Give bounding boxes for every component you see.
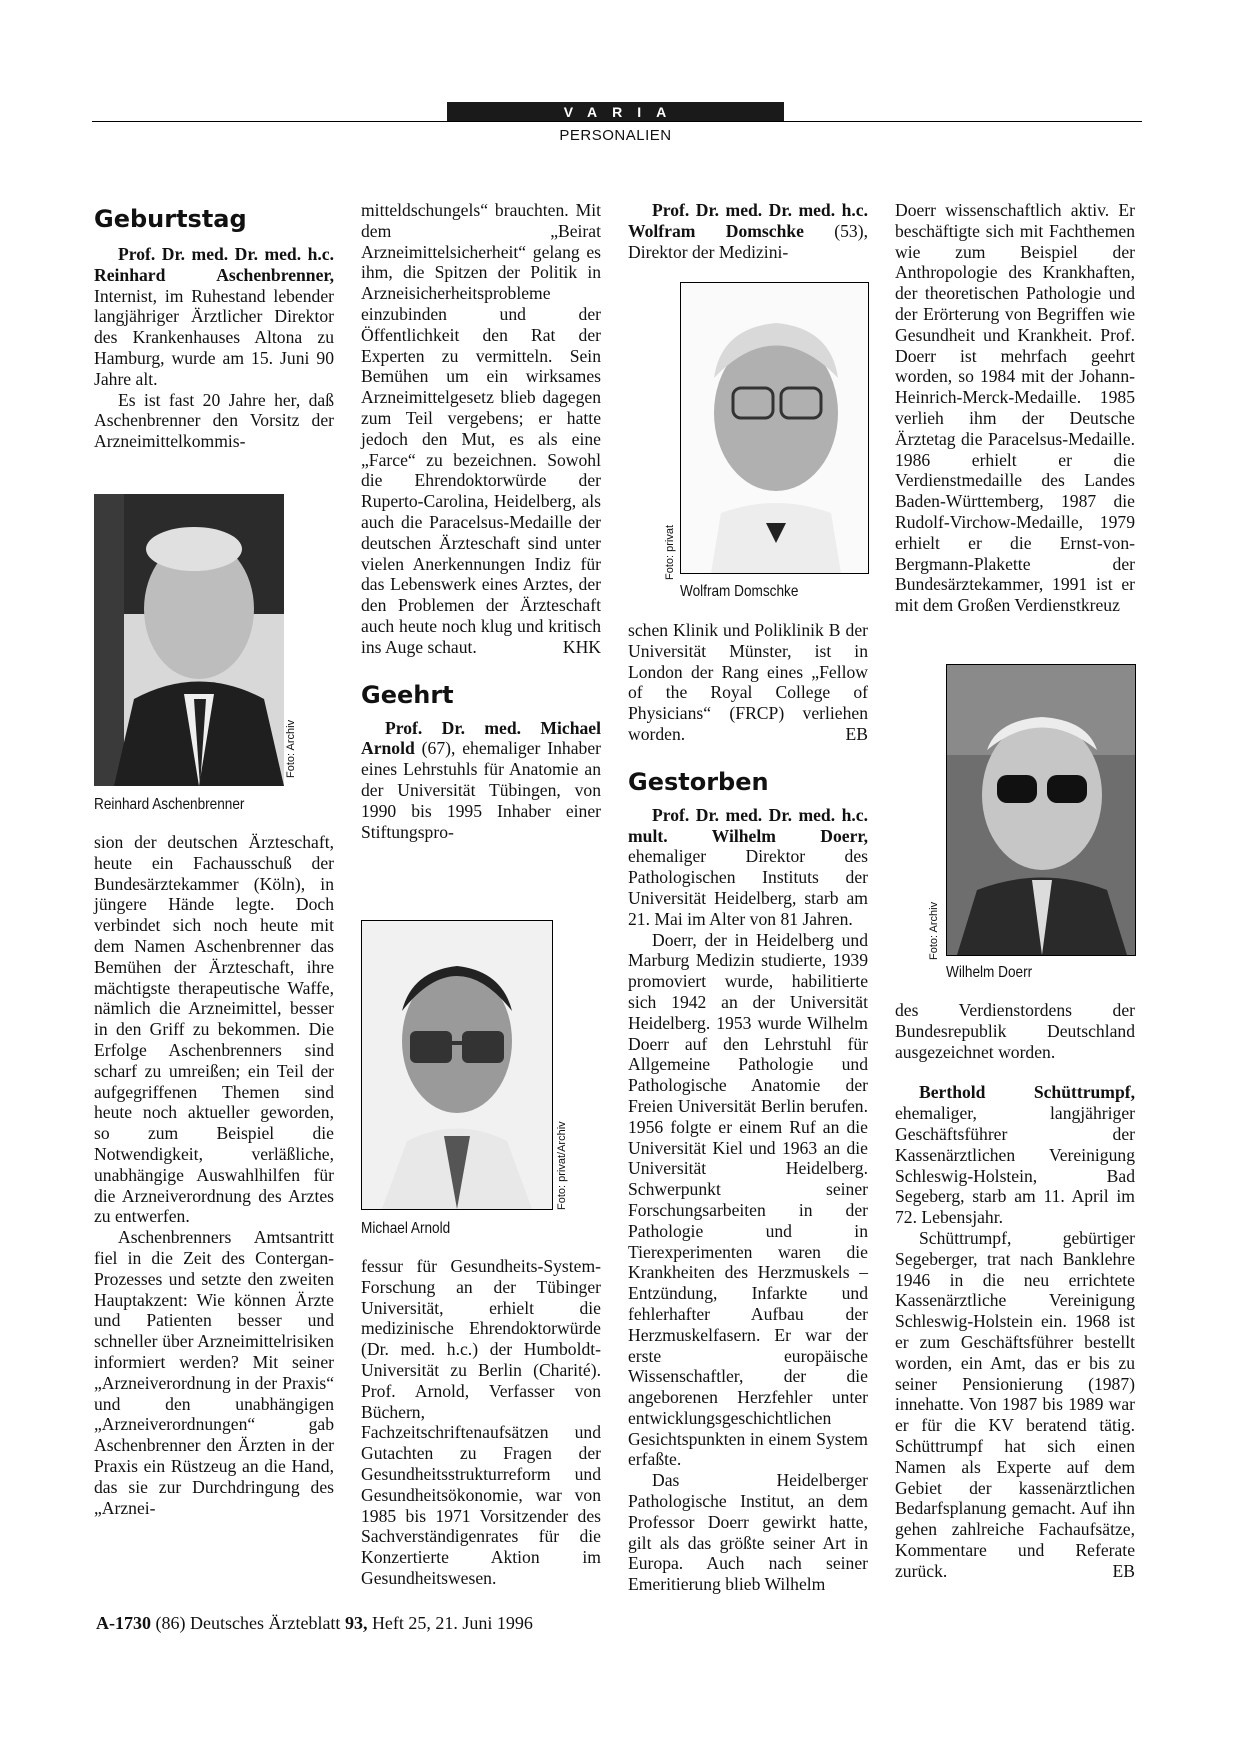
photo-domschke — [680, 282, 869, 574]
person-name: Berthold Schüttrumpf, — [919, 1082, 1135, 1103]
person-name: Prof. Dr. med. Dr. med. h.c. mult. Wilhelm Doerr, — [628, 804, 868, 846]
journal-name: (86) Deutsches Ärzteblatt — [151, 1613, 345, 1633]
photo-credit: Foto: Archiv — [285, 719, 297, 778]
issue-date: Heft 25, 21. Juni 1996 — [367, 1613, 533, 1633]
column-2 — [361, 200, 601, 842]
paragraph: Das Heidelberger Pathologische Institut, an dem Professor Doerr gewirkt hatte, gilt als das größte seiner Art in Europa. Auch nach seiner Emeritierung blieb Wilhelm — [628, 1470, 868, 1595]
column-4-continued — [895, 1000, 1135, 1582]
photo-credit: Foto: privat — [664, 524, 676, 580]
column-3 — [628, 200, 868, 262]
paragraph: mitteldschungels“ brauchten. Mit dem „Beirat Arzneimittelsicherheit“ gelang es ihm, die Spitzen der Politik in Arzneisicherheitsprobleme einzubinden und der Öffentlichkeit den Rat der Experten zu vermitteln. Sein Bemühen um ein wirksames Arzneimittelgesetz blieb dagegen zum Teil vergebens; er hatte jedoch den Mut, es als eine „Farce“ zu bezeichnen. Sowohl die Ehrendoktorwürde der Ruperto-Carolina, Heidelberg, als auch die Paracelsus-Medaille der deutschen Ärzteschaft sind unter vielen Anerkennungen Indiz für das Lebenswerk eines Arztes, der den Problemen der Ärzteschaft auch heute noch klug und kritisch ins Auge schaut. — [361, 200, 601, 657]
column-2-continued — [361, 1256, 601, 1589]
photo-credit: Foto: privat/Archiv — [556, 1121, 568, 1210]
photo-credit: Foto: Archiv — [928, 901, 940, 960]
section-label: VARIA — [447, 102, 784, 122]
portrait-image — [94, 494, 284, 786]
photo-caption: Michael Arnold — [361, 1220, 451, 1237]
person-name: Prof. Dr. med. Michael Arnold — [361, 717, 601, 759]
paragraph: Doerr, der in Heidelberg und Marburg Medizin studierte, 1939 promoviert wurde, habilitierte sich 1942 an der Universität Heidelberg. 1953 wurde Wilhelm Doerr auf den Lehrstuhl für Allgemeine Pathologie und Pathologische Anatomie der Freien Universität Berlin berufen. 1956 folgte er einem Ruf an die Universität Kiel und 1963 an die Universität Heidelberg. Schwerpunkt seiner Forschungsarbeiten in der Pathologie und in Tierexperimenten waren die Krankheiten des Herzmuskels – Entzündung, Infarkte und fehlerhafter Aufbau der Herzmuskelfasern. Er war der erste europäische Wissenschaftler, der die angeborenen Herzfehler unter entwicklungsgeschichtlichen Gesichtspunkten in einem System erfaßte. — [628, 929, 868, 1470]
paragraph: Berthold Schüttrumpf, ehemaliger, langjähriger Geschäftsführer der Kassenärztlichen Vereinigung Schleswig-Holstein, Bad Segeberg, starb am 11. April im 72. Lebensjahr. — [895, 1082, 1135, 1228]
paragraph: Prof. Dr. med. Dr. med. h.c. Reinhard Aschenbrenner, Internist, im Ruhestand lebender langjähriger Ärztlicher Direktor des Krankenhauses Altona zu Hamburg, wurde am 15. Juni 90 Jahre alt. — [94, 244, 334, 389]
photo-caption: Wolfram Domschke — [680, 583, 799, 600]
portrait-image — [681, 283, 868, 573]
photo-caption: Wilhelm Doerr — [946, 964, 1033, 981]
signature: EB — [845, 723, 868, 744]
person-name: Prof. Dr. med. Dr. med. h.c. Reinhard Aschenbrenner, — [94, 244, 334, 285]
photo-arnold — [361, 920, 553, 1210]
person-name: Prof. Dr. med. Dr. med. h.c. Wolfram Domschke — [628, 200, 868, 241]
column-1-continued — [94, 832, 334, 1518]
paragraph: schen Klinik und Poliklinik B der Universität Münster, ist in London der Rang eines „Fellow of the Royal College of Physicians“ (FRCP) verliehen worden. — [628, 620, 868, 744]
photo-caption: Reinhard Aschenbrenner — [94, 796, 245, 813]
heading-geehrt: Geehrt — [361, 680, 454, 709]
page-footer — [96, 1613, 533, 1634]
subsection-label: PERSONALIEN — [559, 127, 672, 144]
portrait-image — [947, 665, 1135, 955]
paragraph: Es ist fast 20 Jahre her, daß Aschenbrenner den Vorsitz der Arzneimittelkommis- — [94, 389, 334, 452]
heading-gestorben: Gestorben — [628, 767, 769, 796]
paragraph: Aschenbrenners Amtsantritt fiel in die Zeit des Contergan-Prozesses und setzte den zweiten Hauptakzent: Wie können Ärzte und Patienten besser und schneller über Arzneimittelrisiken informiert werden? Mit seiner „Arzneiverordnung in der Praxis“ und den unabhängigen „Arzneiverordnungen“ gab Aschenbrenner den Ärzten in der Praxis ein Rüstzeug an die Hand, das sie zur Durchdringung des „Arznei- — [94, 1227, 334, 1518]
paragraph: Prof. Dr. med. Dr. med. h.c. mult. Wilhelm Doerr, ehemaliger Direktor des Pathologischen Instituts der Universität Heidelberg, starb am 21. Mai im Alter von 81 Jahren. — [628, 804, 868, 929]
signature: EB — [1112, 1560, 1135, 1581]
column-1 — [94, 204, 334, 452]
paragraph: fessur für Gesundheits-System-Forschung an der Tübinger Universität, erhielt die medizinische Ehrendoktorwürde (Dr. med. h.c.) der Humboldt-Universität zu Berlin (Charité). Prof. Arnold, Verfasser von Büchern, Fachzeitschriftenaufsätzen und Gutachten zu Fragen der Gesundheitsstrukturreform und Gesundheitsökonomie, war von 1985 bis 1971 Vorsitzender des Sachverständigenrates für die Konzertierte Aktion im Gesundheitswesen. — [361, 1256, 601, 1588]
column-3-continued — [628, 620, 868, 1595]
paragraph: Schüttrumpf, gebürtiger Segeberger, trat nach Banklehre 1946 in die neu errichtete Kassenärztliche Vereinigung Schleswig-Holstein ein. 1968 ist er zum Geschäftsführer bestellt worden, ein Amt, das er bis zu seiner Pensionierung (1987) innehatte. Von 1987 bis 1989 war er für die KV beratend tätig. Schüttrumpf hat sich einen Namen als Experte auf dem Gebiet der kassenärztlichen Bedarfsplanung gemacht. Auf ihn gehen zahlreiche Fachaufsätze, Kommentare und Referate zurück. — [895, 1227, 1135, 1581]
photo-doerr — [946, 664, 1136, 956]
portrait-image — [362, 921, 552, 1209]
paragraph: des Verdienstordens der Bundesrepublik Deutschland ausgezeichnet worden. — [895, 1000, 1135, 1062]
page-number: A-1730 — [96, 1613, 151, 1633]
paragraph: Prof. Dr. med. Dr. med. h.c. Wolfram Domschke (53), Direktor der Medizini- — [628, 200, 868, 262]
heading-geburtstag: Geburtstag — [94, 205, 247, 233]
paragraph: Prof. Dr. med. Michael Arnold (67), ehemaliger Inhaber eines Lehrstuhls für Anatomie an der Universität Tübingen, von 1990 bis 1995 Inhaber einer Stiftungspro- — [361, 717, 601, 842]
column-4 — [895, 200, 1135, 616]
paragraph: Doerr wissenschaftlich aktiv. Er beschäftigte sich mit Fachthemen wie zum Beispiel der Anthropologie des Krankhaften, der theoretischen Pathologie und der Erörterung von Begriffen wie Gesundheit und Krankheit. Prof. Doerr ist mehrfach geehrt worden, so 1984 mit der Johann-Heinrich-Merck-Medaille. 1985 verlieh ihm der Deutsche Ärztetag die Paracelsus-Medaille. 1986 erhielt er die Verdienstmedaille des Landes Baden-Württemberg, 1987 die Rudolf-Virchow-Medaille, 1979 erhielt er die Ernst-von-Bergmann-Plakette der Bundesärztekammer, 1991 ist er mit dem Großen Verdienstkreuz — [895, 200, 1135, 616]
volume: 93, — [344, 1613, 368, 1633]
signature: KHK — [562, 636, 601, 657]
paragraph: sion der deutschen Ärzteschaft, heute ein Fachausschuß der Bundesärztekammer (Köln), in jüngere Hände legte. Doch verbindet sich noch heute mit dem Namen Aschenbrenner das Bemühen der Ärzteschaft, ihre mächtigste therapeutische Waffe, nämlich die Arzneimittel, besser in den Griff zu bekommen. Die Erfolge Aschenbrenners sind scharf zu umreißen; ein Teil der aufgegriffenen Themen sind heute noch aktueller geworden, so zum Beispiel die Notwendigkeit, verläßliche, unabhängige Auswahlhilfen für die Arzneiverordnung des Arztes zu entwerfen. — [94, 832, 334, 1227]
header-rule — [92, 121, 1142, 122]
photo-aschenbrenner — [94, 494, 284, 786]
